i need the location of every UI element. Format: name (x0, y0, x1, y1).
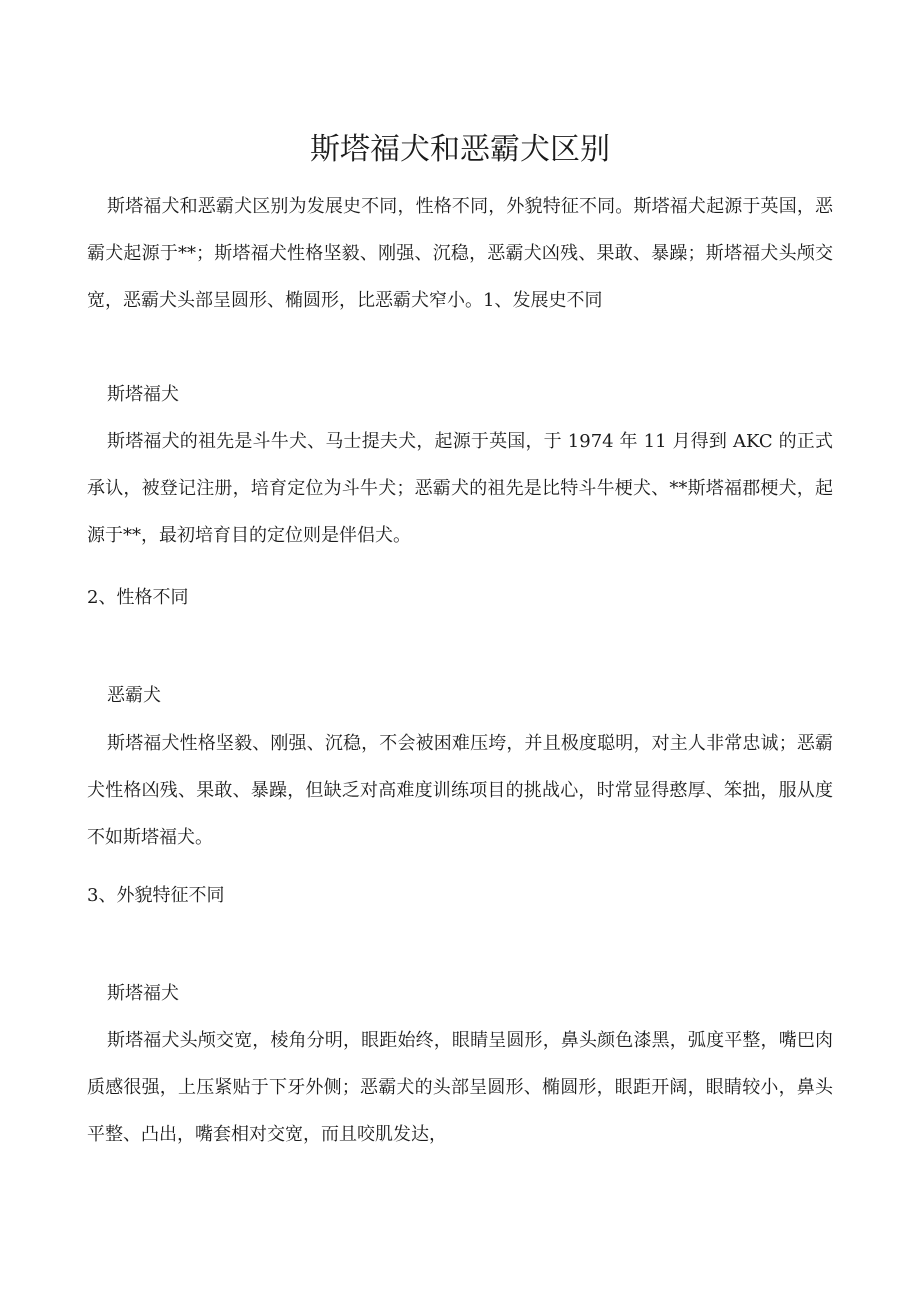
intro-paragraph: 斯塔福犬和恶霸犬区别为发展史不同，性格不同，外貌特征不同。斯塔福犬起源于英国，恶霸犬起源于**；斯塔福犬性格坚毅、刚强、沉稳，恶霸犬凶残、果敢、暴躁；斯塔福犬头颅交宽，恶霸犬头部呈圆形、椭圆形，比恶霸犬窄小。1、发展史不同 (87, 196, 833, 311)
section-3-body: 斯塔福犬头颅交宽，棱角分明，眼距始终，眼睛呈圆形，鼻头颜色漆黑，弧度平整，嘴巴肉质感很强，上压紧贴于下牙外侧；恶霸犬的头部呈圆形、椭圆形，眼距开阔，眼睛较小，鼻头平整、凸出，嘴套相对交宽，而且咬肌发达， (87, 1030, 833, 1145)
section-1-body: 斯塔福犬的祖先是斗牛犬、马士提夫犬，起源于英国，于 1974 年 11 月得到 AKC 的正式承认，被登记注册，培育定位为斗牛犬；恶霸犬的祖先是比特斗牛梗犬、**斯塔福郡梗犬，起源于**，最初培育目的定位则是伴侣犬。 (87, 431, 833, 546)
document-title: 斯塔福犬和恶霸犬区别 (310, 132, 610, 167)
section-2-heading: 2、性格不同 (87, 587, 189, 608)
subheading-3: 斯塔福犬 (107, 983, 179, 1004)
subheading-2: 恶霸犬 (107, 685, 161, 706)
section-3-heading: 3、外貌特征不同 (87, 885, 225, 906)
section-2-body: 斯塔福犬性格坚毅、刚强、沉稳，不会被困难压垮，并且极度聪明，对主人非常忠诚；恶霸犬性格凶残、果敢、暴躁，但缺乏对高难度训练项目的挑战心，时常显得憨厚、笨拙，服从度不如斯塔福犬。 (87, 733, 833, 848)
subheading-1: 斯塔福犬 (107, 384, 179, 405)
